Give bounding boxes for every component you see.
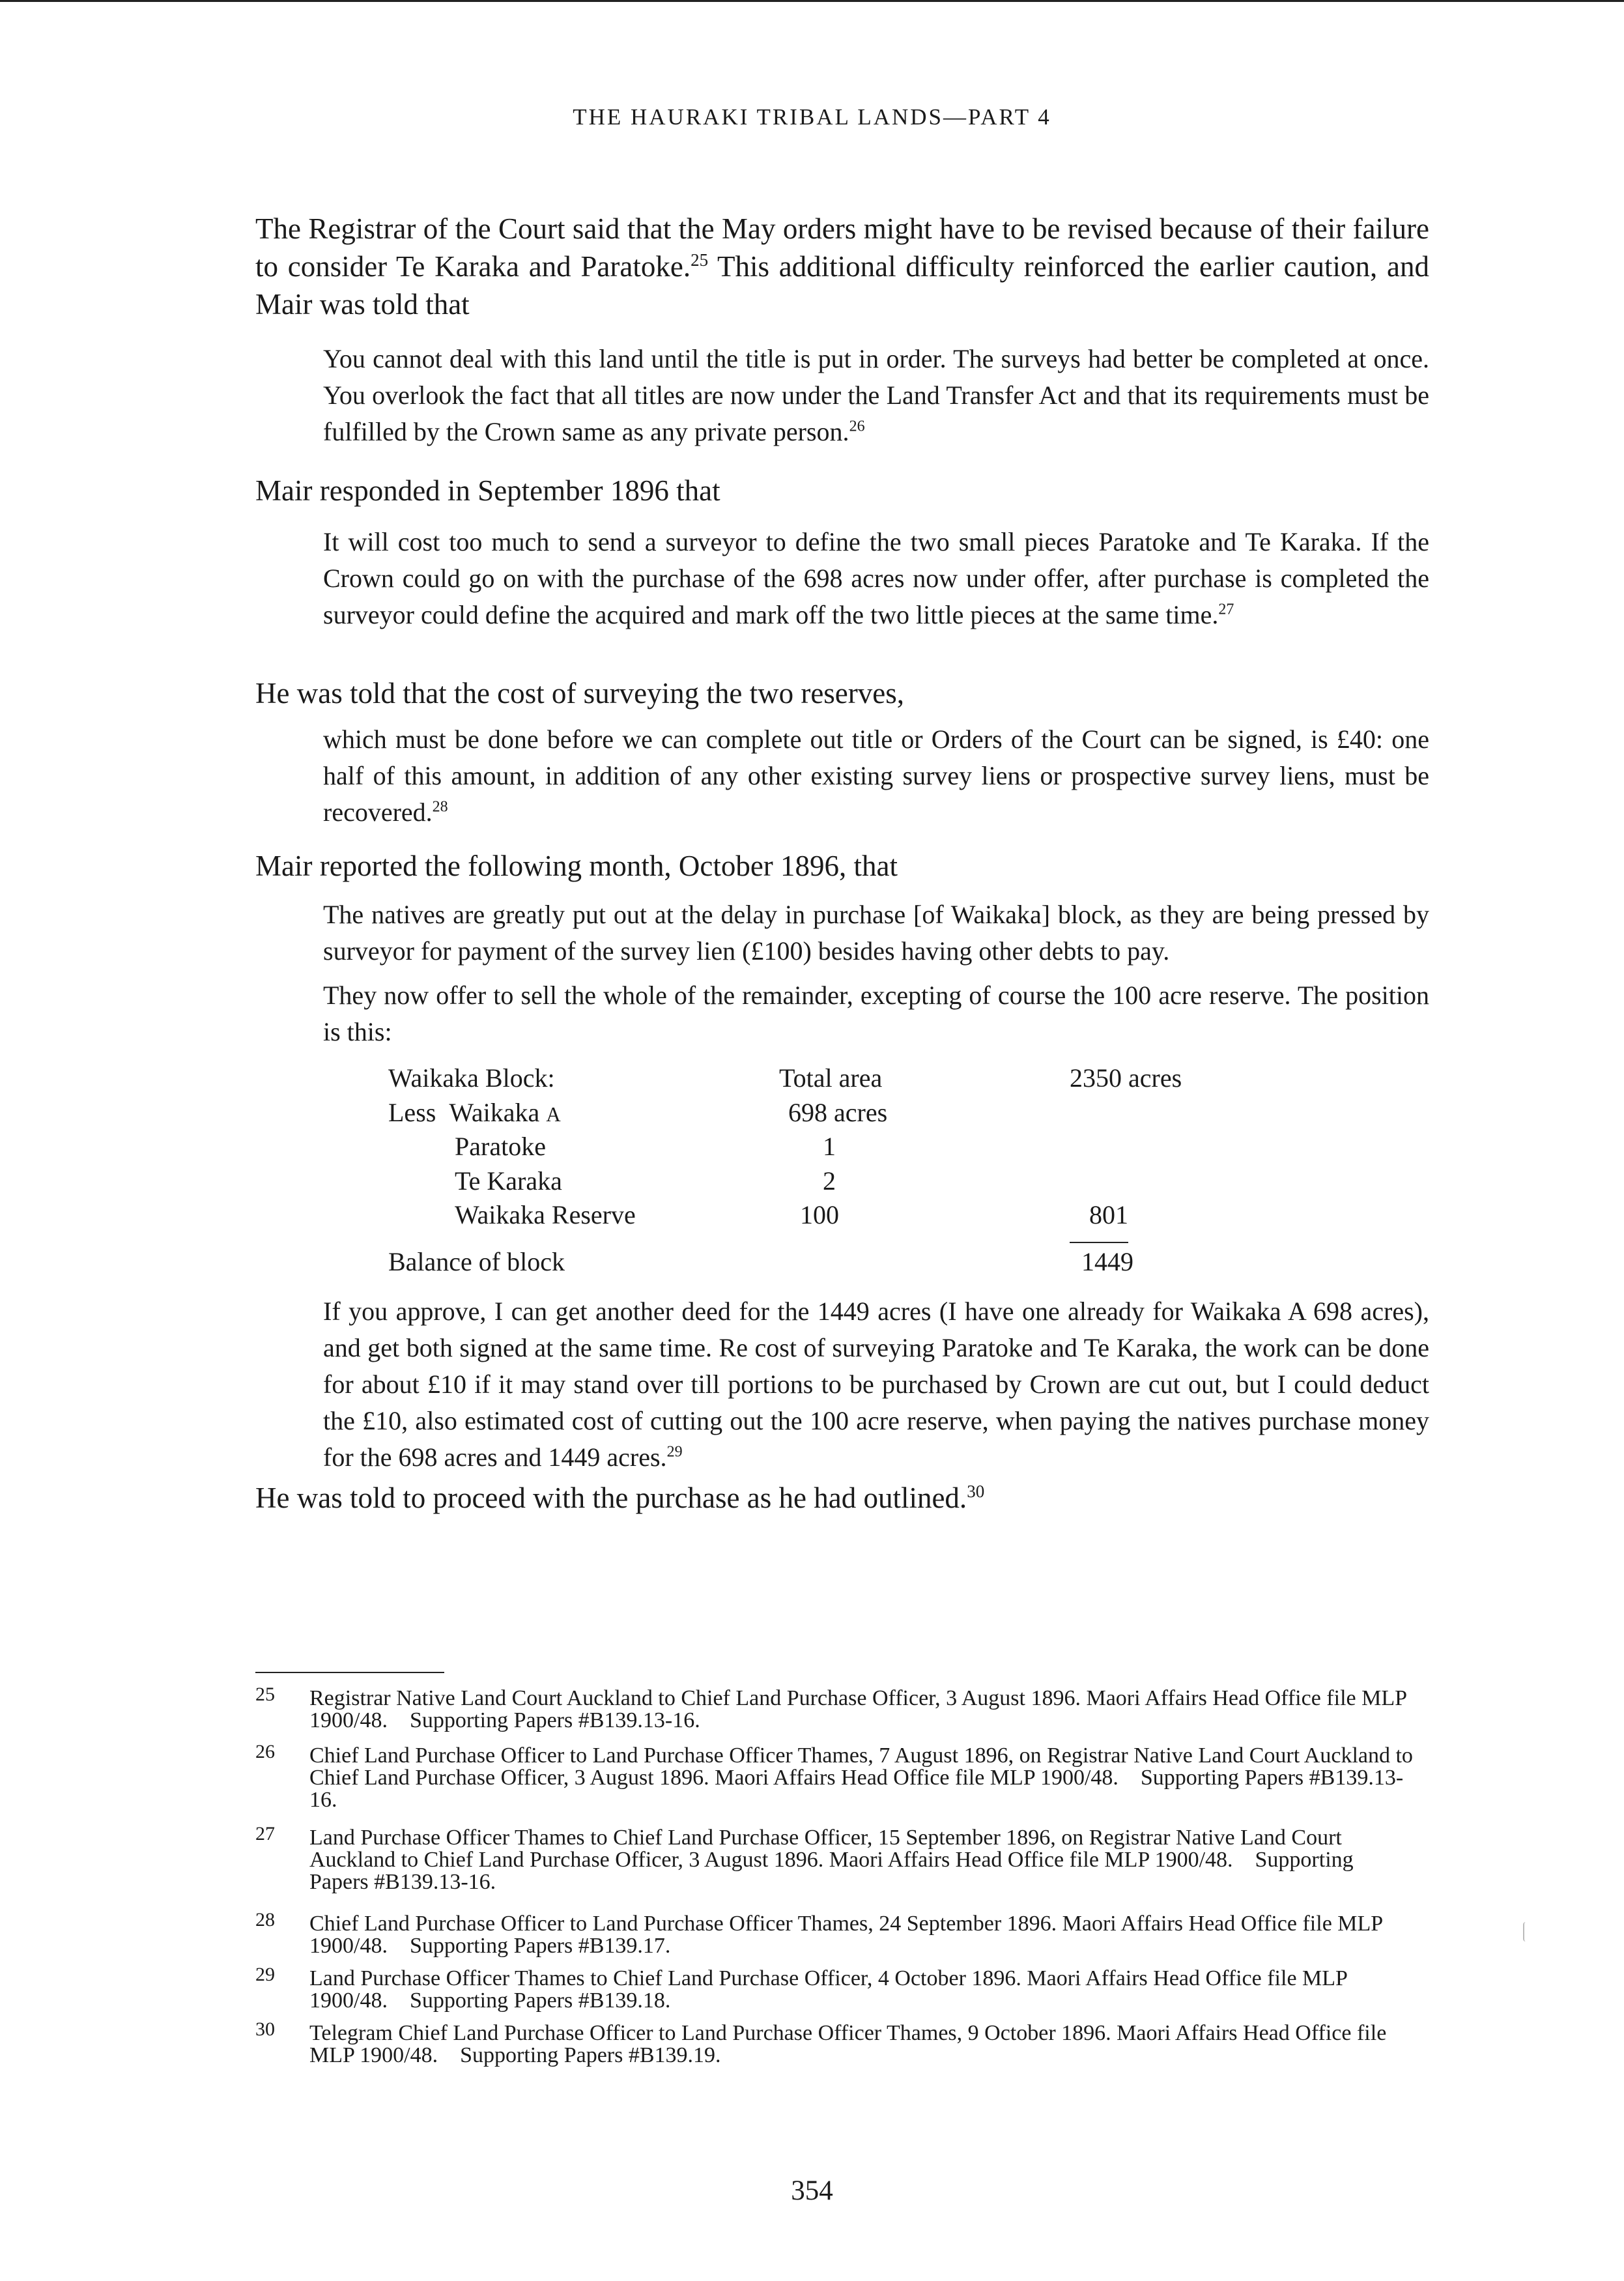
footnote-text: Registrar Native Land Court Auckland to Chief Land Purchase Officer, 3 August 1896. Maori Affairs Head Office file MLP 1900/48. Supporting Papers #B139.13-16.: [309, 1686, 1406, 1732]
quote-text: It will cost too much to send a surveyor to define the two small pieces Paratoke and Te Karaka. If the Crown could go on with the purchase of the 698 acres now under offer, after purchase is completed the surveyor could define the acquired and mark off the two little pieces at the same time.: [323, 527, 1429, 629]
footnote-text: Land Purchase Officer Thames to Chief Land Purchase Officer, 4 October 1896. Maori Affairs Head Office file MLP 1900/48. Supporting Papers #B139.18.: [309, 1966, 1347, 2013]
table-row-1-label: Waikaka Block:: [388, 1063, 555, 1093]
footnote-separator: [255, 1672, 444, 1673]
table-row-2-label: [388, 1095, 561, 1132]
table-sum-rule: [1070, 1242, 1128, 1243]
footnote-ref-28: 28: [432, 798, 448, 816]
margin-mark: [1523, 1922, 1528, 1942]
footnote-ref-25: 25: [691, 250, 709, 270]
table-row-2-label-suffix: A: [546, 1103, 561, 1126]
table-row-5-mid: 100: [800, 1200, 839, 1229]
footnote-text: Land Purchase Officer Thames to Chief Land Purchase Officer, 15 September 1896, on Registrar Native Land Court Auckland to Chief Land Purchase Officer, 3 August 1896. Maori Affairs Head Office file MLP 1900/48. Supporting Papers #B139.13-16.: [309, 1826, 1354, 1894]
paragraph-text: He was told to proceed with the purchase as he had outlined.: [255, 1482, 967, 1514]
footnote-text: Chief Land Purchase Officer to Land Purchase Officer Thames, 7 August 1896, on Registrar Native Land Court Auckland to Chief Land Purchase Officer, 3 August 1896. Maori Affairs Head Office file MLP 1900/48. Supporting Papers #B139.13-16.: [309, 1743, 1413, 1812]
table-row-1-right: 2350 acres: [1070, 1063, 1182, 1093]
footnote-number: 27: [255, 1823, 275, 1844]
footnote-ref-26: 26: [849, 418, 865, 435]
footnote-ref-30: 30: [967, 1482, 985, 1501]
body-paragraph-4: Mair reported the following month, October 1896, that: [255, 850, 898, 882]
table-row-4-label: Te Karaka: [455, 1166, 562, 1196]
table-row-6-right: 1449: [1081, 1247, 1133, 1276]
body-paragraph-5: [255, 1479, 1429, 1517]
table-row-2-label-text: Less Waikaka: [388, 1098, 540, 1127]
footnote-text: Chief Land Purchase Officer to Land Purchase Officer Thames, 24 September 1896. Maori Affairs Head Office file MLP 1900/48. Supporting Papers #B139.17.: [309, 1912, 1382, 1958]
table-row-3-mid: 1: [823, 1132, 836, 1161]
table-row-2-mid: 698 acres: [788, 1098, 888, 1127]
footnote-number: 26: [255, 1741, 275, 1762]
paragraph-text-continued: This additional difficulty reinforced the earlier caution, and Mair was told that: [255, 250, 1429, 321]
running-head: THE HAURAKI TRIBAL LANDS—PART 4: [573, 104, 1051, 130]
footnote-number: 28: [255, 1909, 275, 1930]
table-row-3-label: Paratoke: [455, 1132, 546, 1161]
table-row-4-mid: 2: [823, 1166, 836, 1196]
block-quote-5: They now offer to sell the whole of the remainder, excepting of course the 100 acre reserve. The position is this:: [323, 981, 1429, 1046]
table-row-6-label: Balance of block: [388, 1247, 565, 1276]
footnote-number: 30: [255, 2018, 275, 2040]
footnote-number: 29: [255, 1964, 275, 1985]
footnote-text: Telegram Chief Land Purchase Officer to Land Purchase Officer Thames, 9 October 1896. Maori Affairs Head Office file MLP 1900/48. Supporting Papers #B139.19.: [309, 2021, 1387, 2067]
footnote-ref-29: 29: [666, 1443, 683, 1461]
paragraph-text: The Registrar of the Court said that the May orders might have to be revised because of their failure to consider Te Karaka and Paratoke.: [255, 212, 1429, 283]
quote-text: You cannot deal with this land until the title is put in order. The surveys had better be completed at once. You overlook the fact that all titles are now under the Land Transfer Act and that its requirements must be fulfilled by the Crown same as any private person.: [323, 344, 1429, 446]
table-row-5-right: 801: [1089, 1200, 1128, 1229]
footnote-number: 25: [255, 1684, 275, 1705]
footnote-ref-27: 27: [1218, 601, 1234, 618]
table-row-5-label: Waikaka Reserve: [455, 1200, 636, 1229]
body-paragraph-2: Mair responded in September 1896 that: [255, 474, 720, 507]
block-quote-4: The natives are greatly put out at the delay in purchase [of Waikaka] block, as they are being pressed by surveyor for payment of the survey lien (£100) besides having other debts to pay.: [323, 900, 1429, 966]
quote-text: If you approve, I can get another deed for the 1449 acres (I have one already for Waikaka A 698 acres), and get both signed at the same time. Re cost of surveying Paratoke and Te Karaka, the work can be done for about £10 if it may stand over till portions to be purchased by Crown are cut out, but I could deduct the £10, also estimated cost of cutting out the 100 acre reserve, when paying the natives purchase money for the 698 acres and 1449 acres.: [323, 1297, 1429, 1472]
block-quote-6: [323, 1293, 1429, 1476]
body-paragraph-3: He was told that the cost of surveying the two reserves,: [255, 677, 904, 710]
page-number: 354: [791, 2175, 833, 2206]
table-row-1-mid: Total area: [779, 1063, 883, 1093]
quote-text: which must be done before we can complete out title or Orders of the Court can be signed, is £40: one half of this amount, in addition of any other existing survey liens or prospective survey liens, must be recovered.: [323, 724, 1429, 827]
